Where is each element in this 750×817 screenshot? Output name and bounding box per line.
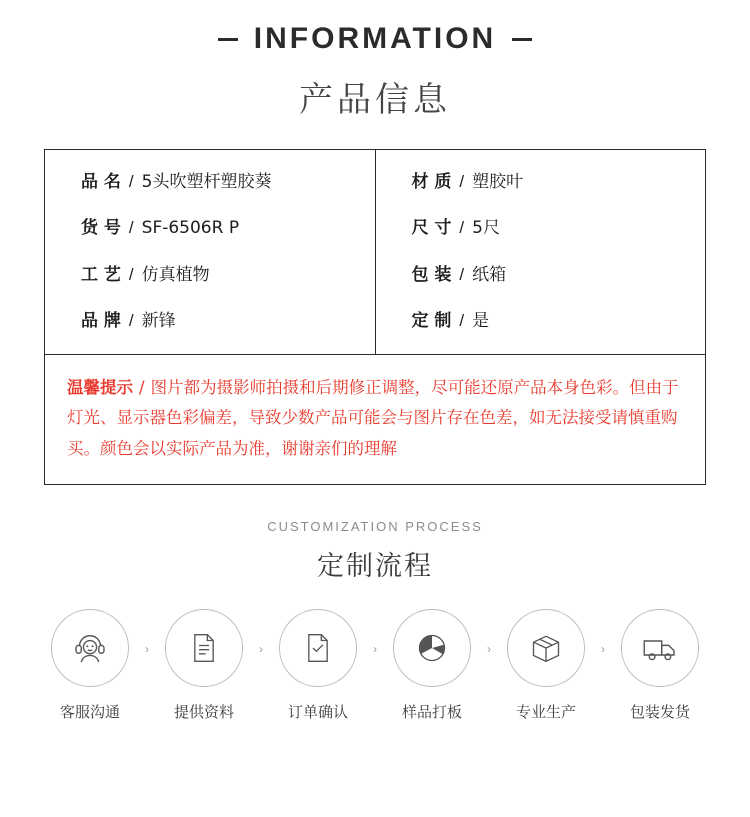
info-value: 塑胶叶 xyxy=(472,172,524,192)
notice-separator: / xyxy=(139,377,145,397)
process-chinese-title: 定制流程 xyxy=(317,551,433,583)
info-row xyxy=(412,172,706,192)
info-separator: / xyxy=(459,311,465,331)
step-circle xyxy=(279,609,357,687)
process-step-order-confirm xyxy=(272,609,364,722)
step-circle xyxy=(621,609,699,687)
info-row xyxy=(412,311,706,331)
info-label: 包 装 xyxy=(411,264,452,285)
info-row xyxy=(412,265,706,285)
step-label: 订单确认 xyxy=(287,703,348,722)
info-label: 材 质 xyxy=(411,172,452,192)
step-arrow-icon: › xyxy=(601,642,605,657)
process-step-sample-making xyxy=(386,609,478,722)
product-info-left-column xyxy=(45,150,376,354)
step-label: 样品打板 xyxy=(401,703,462,722)
step-circle xyxy=(393,609,471,687)
step-arrow-icon: › xyxy=(373,642,377,657)
step-arrow-icon: › xyxy=(145,642,149,657)
info-separator: / xyxy=(128,172,134,191)
info-value: SF-6506R P xyxy=(141,218,240,239)
notice-block xyxy=(45,354,705,485)
step-label: 专业生产 xyxy=(515,703,576,722)
product-info-grid xyxy=(45,150,705,354)
info-value: 纸箱 xyxy=(472,264,507,285)
page-header xyxy=(0,0,750,121)
header-chinese-title: 产品信息 xyxy=(299,80,451,120)
info-separator: / xyxy=(459,264,465,284)
info-label: 货 号 xyxy=(81,218,121,239)
notice-title: 温馨提示 xyxy=(67,377,133,397)
info-label: 尺 寸 xyxy=(411,218,452,239)
dash-right-decoration xyxy=(512,38,532,41)
info-separator: / xyxy=(459,218,465,238)
step-label: 包装发货 xyxy=(629,703,690,722)
info-separator: / xyxy=(128,311,134,331)
step-circle xyxy=(507,609,585,687)
step-circle xyxy=(165,609,243,687)
info-value: 仿真植物 xyxy=(141,264,210,285)
dash-left-decoration xyxy=(218,38,238,41)
info-row xyxy=(412,218,706,238)
info-separator: / xyxy=(128,264,134,284)
info-row xyxy=(81,218,375,238)
header-english-title xyxy=(0,22,750,56)
notice-text: 图片都为摄影师拍摄和后期修正调整，尽可能还原产品本身色彩。但由于灯光、显示器色彩偏差，导致少数产品可能会与图片存在色差，如无法接受请慎重购买。颜色会以实际产品为准，谢谢亲们的理解 xyxy=(67,377,679,458)
customization-process-section xyxy=(0,519,750,722)
info-value: 5尺 xyxy=(472,218,500,239)
document-check-icon xyxy=(298,628,338,668)
info-label: 品 名 xyxy=(81,172,121,192)
product-info-right-column xyxy=(376,150,706,354)
info-value: 是 xyxy=(472,311,490,332)
process-step-customer-service xyxy=(44,609,136,722)
process-step-shipping xyxy=(614,609,706,722)
pie-chart-icon xyxy=(412,628,452,668)
step-label: 客服沟通 xyxy=(59,703,120,722)
document-lines-icon xyxy=(184,628,224,668)
process-step-provide-materials xyxy=(158,609,250,722)
delivery-truck-icon xyxy=(639,627,681,669)
step-circle xyxy=(51,609,129,687)
info-value: 新锋 xyxy=(141,311,176,332)
headset-operator-icon xyxy=(69,627,111,669)
info-value: 5头吹塑杆塑胶葵 xyxy=(141,172,272,192)
info-label: 定 制 xyxy=(411,311,452,332)
info-row xyxy=(81,265,375,285)
info-label: 工 艺 xyxy=(81,264,121,285)
info-row xyxy=(81,172,375,192)
info-separator: / xyxy=(128,218,134,238)
process-step-production xyxy=(500,609,592,722)
info-separator: / xyxy=(459,172,465,191)
process-steps xyxy=(0,609,750,722)
step-arrow-icon: › xyxy=(487,642,491,657)
info-row xyxy=(81,311,375,331)
product-info-box xyxy=(44,149,706,485)
process-english-title: CUSTOMIZATION PROCESS xyxy=(267,519,483,535)
step-arrow-icon: › xyxy=(259,642,263,657)
header-english-title-text: INFORMATION xyxy=(253,22,497,55)
info-label: 品 牌 xyxy=(81,311,121,332)
box-package-icon xyxy=(526,628,566,668)
step-label: 提供资料 xyxy=(173,703,234,722)
